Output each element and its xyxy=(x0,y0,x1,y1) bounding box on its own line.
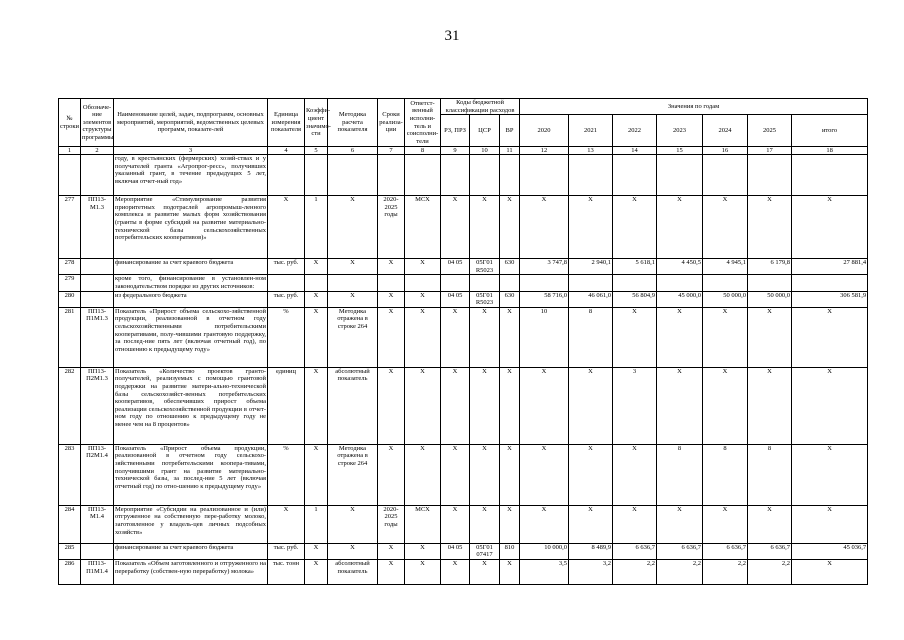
code-vr: Х xyxy=(500,307,520,367)
table-row xyxy=(59,367,868,444)
term: Х xyxy=(378,307,405,367)
method: абсолютный показатель xyxy=(328,367,378,444)
value-year: Х xyxy=(520,505,569,543)
value-year xyxy=(613,155,657,196)
column-number: 13 xyxy=(569,147,613,155)
value-year: Х xyxy=(748,505,792,543)
value-year: Х xyxy=(569,505,613,543)
column-number: 11 xyxy=(500,147,520,155)
element-code: ПП13-П1М1.4 xyxy=(81,559,114,584)
value-year: 8 xyxy=(703,444,748,505)
column-number-row xyxy=(59,147,868,155)
value-year: Х xyxy=(703,367,748,444)
responsible xyxy=(405,275,441,291)
value-year: 4 945,1 xyxy=(703,259,748,275)
row-number: 284 xyxy=(59,505,81,543)
header-values: Значения по годам xyxy=(520,99,868,115)
responsible: МСХ xyxy=(405,196,441,259)
code-vr xyxy=(500,275,520,291)
value-year: 2,2 xyxy=(748,559,792,584)
row-name: из федерального бюджета xyxy=(114,291,268,307)
value-year: 6 636,7 xyxy=(748,543,792,559)
code-rz: Х xyxy=(441,367,470,444)
column-number: 4 xyxy=(268,147,305,155)
code-rz: 04 05 xyxy=(441,259,470,275)
value-year: Х xyxy=(657,307,703,367)
responsible: Х xyxy=(405,444,441,505)
code-vr: Х xyxy=(500,444,520,505)
row-name: году, в крестьянских (фермерских) хозяй-ствах и у получателей гранта «Агропрог-ресс», получивших указанный грант, в течение предыдущих 5 лет, включая отчет-ный год» xyxy=(114,155,268,196)
code-vr: 630 xyxy=(500,259,520,275)
value-year: Х xyxy=(613,196,657,259)
value-year xyxy=(520,155,569,196)
row-name: Мероприятие «Субсидии на реализованное и (или) отгруженное на собственную пере-работку молоко, заготовленное у владель-цев личных подсобных хозяйств» xyxy=(114,505,268,543)
value-year: Х xyxy=(657,367,703,444)
term: 2020-2025 годы xyxy=(378,505,405,543)
code-csr: 05Г01 R5023 xyxy=(470,259,500,275)
value-year: 3,5 xyxy=(520,559,569,584)
coefficient: Х xyxy=(305,543,328,559)
row-name: Показатель «Количество проектов гранто-получателей, реализуемых с помощью грантовой поддержки на развитие матери-ально-технической базы сельскохозяйст-венных потребительских кооперативов, обеспечивших прирост объема реализации сельскохозяйственной продукции в отчет-ном году по отношению к предыдущему году не менее чем на 8 процентов» xyxy=(114,367,268,444)
element-code: ПП13-П2М1.3 xyxy=(81,367,114,444)
value-year: 2 940,1 xyxy=(569,259,613,275)
column-number: 9 xyxy=(441,147,470,155)
column-number: 8 xyxy=(405,147,441,155)
element-code xyxy=(81,259,114,275)
header-unit: Единица измерения показателя xyxy=(268,99,305,147)
column-number: 1 xyxy=(59,147,81,155)
table-row xyxy=(59,444,868,505)
coefficient: Х xyxy=(305,259,328,275)
column-number: 6 xyxy=(328,147,378,155)
value-year: Х xyxy=(520,196,569,259)
table-row xyxy=(59,307,868,367)
column-number: 5 xyxy=(305,147,328,155)
value-year: 56 804,9 xyxy=(613,291,657,307)
method xyxy=(328,155,378,196)
row-name: кроме того, финансирование в установлен-ном законодательством порядке из других источников: xyxy=(115,275,266,290)
value-year: 50 000,0 xyxy=(703,291,748,307)
value-total: Х xyxy=(792,196,868,259)
code-csr: 05Г01 R5023 xyxy=(470,291,500,307)
value-year: 8 489,9 xyxy=(569,543,613,559)
row-number: 283 xyxy=(59,444,81,505)
code-csr: Х xyxy=(470,444,500,505)
element-code xyxy=(81,275,114,291)
value-year xyxy=(748,275,792,291)
code-csr xyxy=(470,155,500,196)
coefficient xyxy=(305,155,328,196)
value-year xyxy=(748,155,792,196)
row-number: 286 xyxy=(59,559,81,584)
code-vr: 630 xyxy=(500,291,520,307)
value-year: 6 636,7 xyxy=(703,543,748,559)
value-year: Х xyxy=(520,367,569,444)
term: Х xyxy=(378,367,405,444)
value-year: Х xyxy=(613,307,657,367)
value-total xyxy=(792,275,868,291)
code-rz: Х xyxy=(441,307,470,367)
value-total: 45 036,7 xyxy=(792,543,868,559)
unit: % xyxy=(268,444,305,505)
term: 2020-2025 годы xyxy=(378,196,405,259)
value-total: Х xyxy=(792,307,868,367)
row-number: 282 xyxy=(59,367,81,444)
value-year: Х xyxy=(613,444,657,505)
method: Х xyxy=(328,543,378,559)
value-year: Х xyxy=(569,444,613,505)
column-number: 16 xyxy=(703,147,748,155)
table-row xyxy=(59,543,868,559)
code-vr xyxy=(500,155,520,196)
header-code: Обозначе-ние элементов структуры программы xyxy=(81,99,114,147)
value-year: 2,2 xyxy=(657,559,703,584)
value-year: Х xyxy=(703,307,748,367)
coefficient: Х xyxy=(305,367,328,444)
row-number: 281 xyxy=(59,307,81,367)
method: Х xyxy=(328,196,378,259)
term: Х xyxy=(378,559,405,584)
code-vr: Х xyxy=(500,559,520,584)
value-year: Х xyxy=(569,196,613,259)
value-year xyxy=(657,275,703,291)
table-row xyxy=(59,155,868,196)
code-csr xyxy=(470,275,500,291)
term: Х xyxy=(378,291,405,307)
column-number: 12 xyxy=(520,147,569,155)
value-year xyxy=(520,275,569,291)
code-rz xyxy=(441,275,470,291)
page-number: 31 xyxy=(444,28,460,44)
header-num: № строки xyxy=(59,99,81,147)
coefficient: Х xyxy=(305,559,328,584)
unit: тыс. руб. xyxy=(268,543,305,559)
header-budget: Коды бюджетной классификации расходов xyxy=(441,99,520,115)
row-number xyxy=(59,155,81,196)
unit xyxy=(268,155,305,196)
table-row xyxy=(59,505,868,543)
row-number: 278 xyxy=(59,259,81,275)
row-number: 285 xyxy=(59,543,81,559)
coefficient: Х xyxy=(305,307,328,367)
code-csr: Х xyxy=(470,367,500,444)
column-number: 10 xyxy=(470,147,500,155)
header-year: 2022 xyxy=(613,115,657,147)
term: Х xyxy=(378,444,405,505)
row-name: финансирование за счет краевого бюджета xyxy=(114,543,268,559)
header-year: 2021 xyxy=(569,115,613,147)
responsible: МСХ xyxy=(405,505,441,543)
value-year: Х xyxy=(748,367,792,444)
column-number: 2 xyxy=(81,147,114,155)
value-total xyxy=(792,155,868,196)
header-vr: ВР xyxy=(500,115,520,147)
element-code: ПП13-М1.4 xyxy=(81,505,114,543)
header-year: 2023 xyxy=(657,115,703,147)
coefficient xyxy=(305,275,328,291)
code-rz: Х xyxy=(441,196,470,259)
code-rz: Х xyxy=(441,505,470,543)
value-total: 306 581,9 xyxy=(792,291,868,307)
header-csr: ЦСР xyxy=(470,115,500,147)
code-vr: Х xyxy=(500,367,520,444)
code-rz: Х xyxy=(441,559,470,584)
term xyxy=(378,275,405,291)
row-name: финансирование за счет краевого бюджета xyxy=(114,259,268,275)
value-year: 6 636,7 xyxy=(613,543,657,559)
column-number: 14 xyxy=(613,147,657,155)
value-year: Х xyxy=(569,367,613,444)
header-year: 2024 xyxy=(703,115,748,147)
unit: тыс. руб. xyxy=(268,259,305,275)
responsible: Х xyxy=(405,259,441,275)
value-year: 50 000,0 xyxy=(748,291,792,307)
element-code: ПП13-П2М1.4 xyxy=(81,444,114,505)
table-row xyxy=(59,559,868,584)
code-rz xyxy=(441,155,470,196)
responsible: Х xyxy=(405,559,441,584)
value-total: Х xyxy=(792,367,868,444)
code-csr: Х xyxy=(470,196,500,259)
unit: единиц xyxy=(268,367,305,444)
value-year: 10 000,0 xyxy=(520,543,569,559)
value-year: 8 xyxy=(569,307,613,367)
value-year: 2,2 xyxy=(703,559,748,584)
value-year: 10 xyxy=(520,307,569,367)
unit: % xyxy=(268,307,305,367)
value-year: Х xyxy=(613,505,657,543)
value-year: Х xyxy=(520,444,569,505)
header-total: итого xyxy=(792,115,868,147)
term: Х xyxy=(378,259,405,275)
coefficient: 1 xyxy=(305,196,328,259)
row-name: Мероприятие «Стимулирование развития приоритетных подотраслей агропромыш-ленного комплекса и развитие малых форм хозяйствования (гранты в форме субсидий на развитие материально-технической базы сельскохозяйственных потребительских кооперативов)» xyxy=(114,196,268,259)
value-year xyxy=(569,275,613,291)
method: абсолютный показатель xyxy=(328,559,378,584)
value-year: Х xyxy=(703,196,748,259)
column-number: 7 xyxy=(378,147,405,155)
header-rz: РЗ, ПРЗ xyxy=(441,115,470,147)
table-row xyxy=(59,275,868,291)
coefficient: Х xyxy=(305,291,328,307)
unit: Х xyxy=(268,196,305,259)
row-name: Показатель «Объем заготовленного и отгруженного на переработку (собствен-ную переработку) молока» xyxy=(114,559,268,584)
method: Методика отражена в строке 264 xyxy=(328,307,378,367)
responsible xyxy=(405,155,441,196)
value-total: Х xyxy=(792,505,868,543)
value-year xyxy=(569,155,613,196)
code-vr: Х xyxy=(500,196,520,259)
header-resp: Ответст-венный исполни-тель и соисполни-тели xyxy=(405,99,441,147)
value-year: 46 061,0 xyxy=(569,291,613,307)
program-table xyxy=(58,98,868,585)
element-code xyxy=(81,291,114,307)
header-year: 2025 xyxy=(748,115,792,147)
value-year: 3 xyxy=(613,367,657,444)
responsible: Х xyxy=(405,543,441,559)
method: Х xyxy=(328,505,378,543)
value-year: 5 618,1 xyxy=(613,259,657,275)
method: Х xyxy=(328,291,378,307)
row-name: Показатель «Прирост объема продукции, реализованной в отчетном году сельскохо-зяйственными потребительскими коопера-тивами, получившими грант на развитие материально-технической базы, за послед-ние 5 лет (включая отчетный год) по отно-шению к предыдущему году» xyxy=(114,444,268,505)
method: Х xyxy=(328,259,378,275)
coefficient: Х xyxy=(305,444,328,505)
element-code xyxy=(81,543,114,559)
value-year xyxy=(703,155,748,196)
value-year: 45 000,0 xyxy=(657,291,703,307)
code-rz: Х xyxy=(441,444,470,505)
value-year xyxy=(703,275,748,291)
method xyxy=(328,275,378,291)
value-year: 58 716,0 xyxy=(520,291,569,307)
code-csr: Х xyxy=(470,559,500,584)
unit xyxy=(268,275,305,291)
table-row xyxy=(59,259,868,275)
code-rz: 04 05 xyxy=(441,543,470,559)
row-number: 280 xyxy=(59,291,81,307)
column-number: 15 xyxy=(657,147,703,155)
column-number: 18 xyxy=(792,147,868,155)
responsible: Х xyxy=(405,291,441,307)
code-csr: 05Г01 07417 xyxy=(470,543,500,559)
table-row xyxy=(59,291,868,307)
value-year: Х xyxy=(657,196,703,259)
code-vr: Х xyxy=(500,505,520,543)
term xyxy=(378,155,405,196)
value-year: 3 747,8 xyxy=(520,259,569,275)
value-year: Х xyxy=(703,505,748,543)
responsible: Х xyxy=(405,367,441,444)
value-total: Х xyxy=(792,559,868,584)
element-code xyxy=(81,155,114,196)
header-name: Наименование целей, задач, подпрограмм, основных мероприятий, мероприятий, ведомственных целевых программ, показате-лей xyxy=(114,99,268,147)
method: Методика отражена в строке 264 xyxy=(328,444,378,505)
header-method: Методика расчета показателя xyxy=(328,99,378,147)
column-number: 3 xyxy=(114,147,268,155)
value-year: 6 636,7 xyxy=(657,543,703,559)
value-year: Х xyxy=(657,505,703,543)
header-year: 2020 xyxy=(520,115,569,147)
unit: Х xyxy=(268,505,305,543)
code-csr: Х xyxy=(470,307,500,367)
value-year: 8 xyxy=(657,444,703,505)
value-year: 6 179,8 xyxy=(748,259,792,275)
value-year xyxy=(613,275,657,291)
header-coef: Коэффи-циент значимо-сти xyxy=(305,99,328,147)
code-vr: 810 xyxy=(500,543,520,559)
unit: тыс. руб. xyxy=(268,291,305,307)
coefficient: 1 xyxy=(305,505,328,543)
code-rz: 04 05 xyxy=(441,291,470,307)
value-total: Х xyxy=(792,444,868,505)
row-name: Показатель «Прирост объема сельскохо-зяйственной продукции, реализованной в отчетном году сельскохозяйственными потребительскими кооперативами, полу-чившими грантовую поддержку, за послед-ние пять лет (включая отчетный год), по отношению к предыдущему году» xyxy=(114,307,268,367)
unit: тыс. тонн xyxy=(268,559,305,584)
value-year: Х xyxy=(748,196,792,259)
header-term: Сроки реализа-ции xyxy=(378,99,405,147)
value-year: 8 xyxy=(748,444,792,505)
element-code: ПП13-М1.3 xyxy=(81,196,114,259)
table-row xyxy=(59,196,868,259)
value-year: 3,2 xyxy=(569,559,613,584)
term: Х xyxy=(378,543,405,559)
column-number: 17 xyxy=(748,147,792,155)
value-total: 27 881,4 xyxy=(792,259,868,275)
header-row-1 xyxy=(59,99,868,115)
value-year: Х xyxy=(748,307,792,367)
row-number: 279 xyxy=(59,275,81,291)
code-csr: Х xyxy=(470,505,500,543)
element-code: ПП13-П1М1.3 xyxy=(81,307,114,367)
responsible: Х xyxy=(405,307,441,367)
row-number: 277 xyxy=(59,196,81,259)
value-year: 2,2 xyxy=(613,559,657,584)
value-year: 4 450,5 xyxy=(657,259,703,275)
value-year xyxy=(657,155,703,196)
